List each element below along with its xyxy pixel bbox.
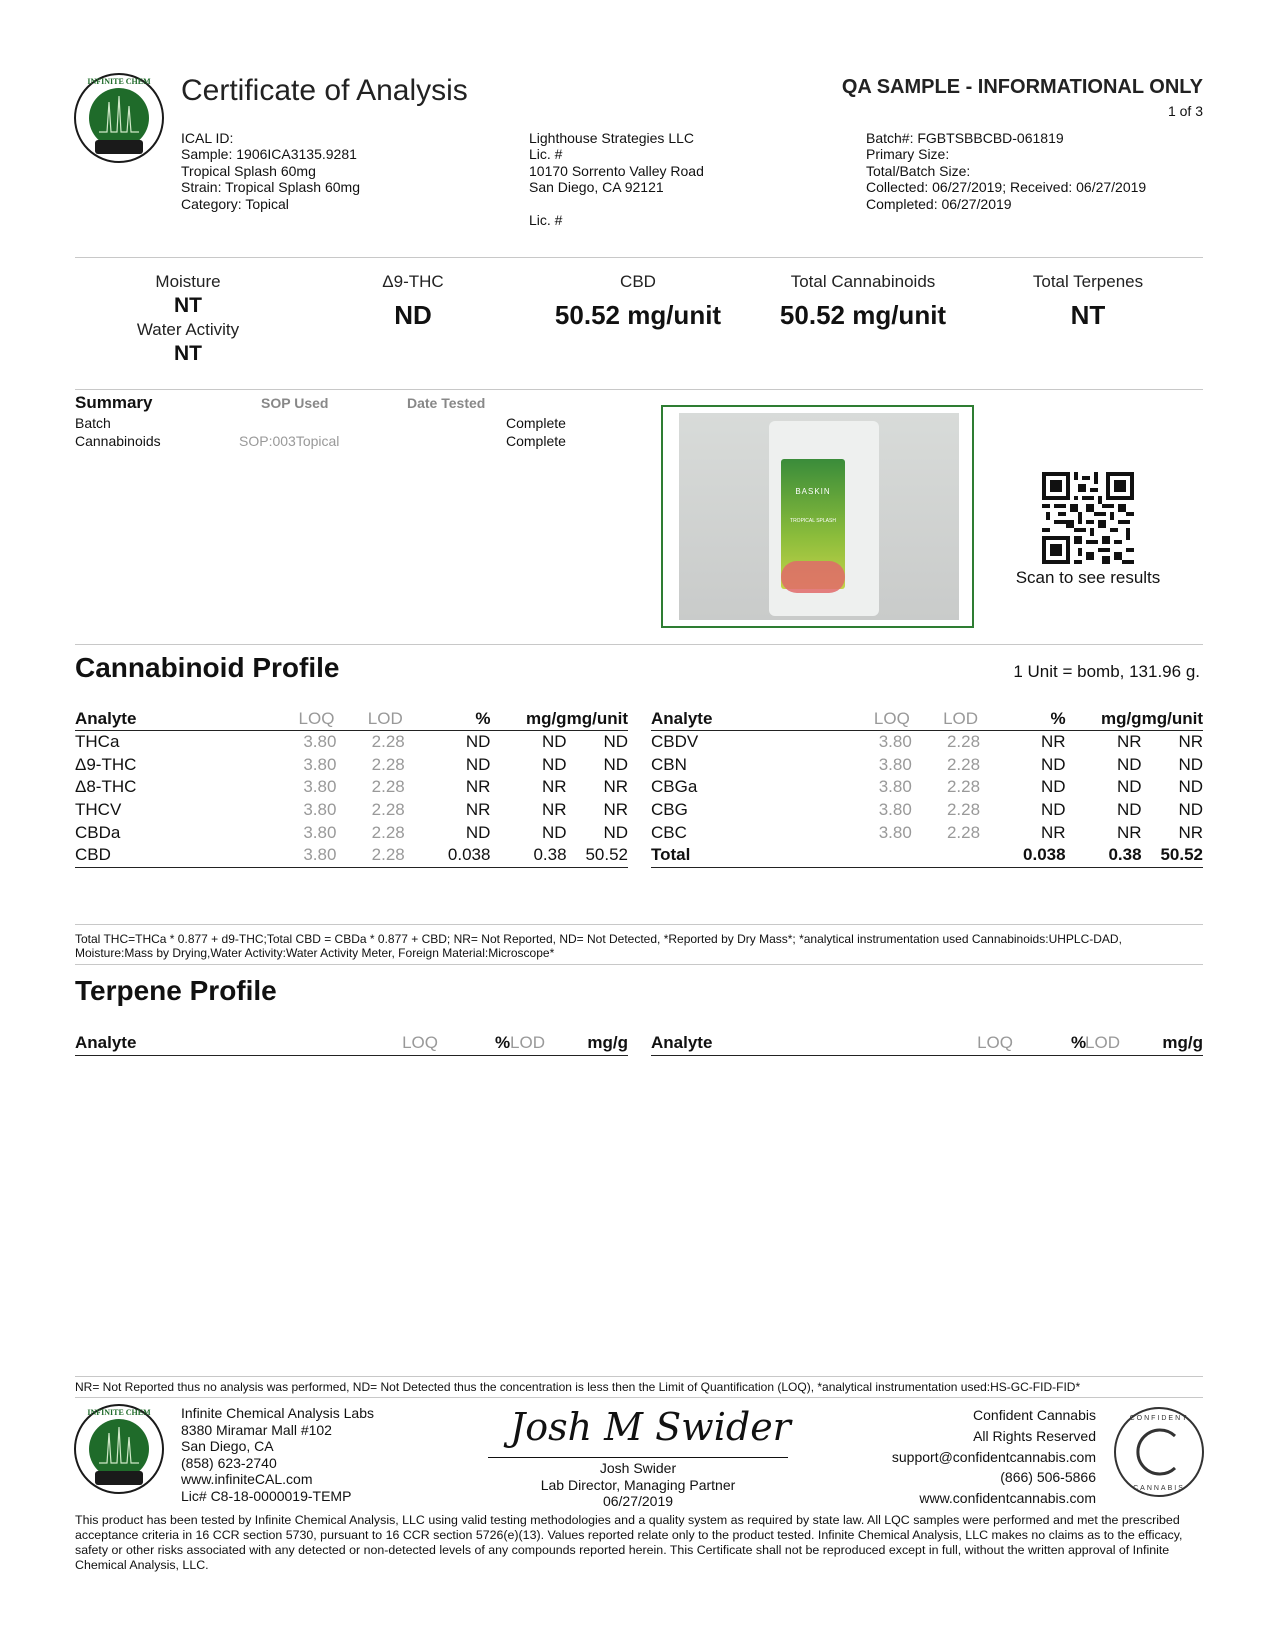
table-row: [75, 844, 628, 867]
col-lod: LOD: [912, 708, 980, 731]
signer-title: Lab Director, Managing Partner: [540, 1476, 736, 1493]
cell-mg-g: ND: [542, 732, 567, 752]
col-loq: LOQ: [796, 708, 912, 731]
col-percent: %: [1071, 1033, 1087, 1052]
cell-lod: 2.28: [371, 754, 405, 774]
completed-date: Completed: 06/27/2019: [866, 195, 1012, 212]
cell-percent: ND: [465, 732, 491, 752]
lab-logo: [73, 72, 165, 164]
table-header-row: [651, 708, 1203, 731]
cell-mg-g: ND: [542, 822, 567, 842]
batch-info: [866, 130, 1146, 212]
total-row: [651, 844, 1203, 867]
cell-loq: 3.80: [303, 800, 337, 820]
moisture-label: Moisture: [155, 272, 221, 291]
total-percent: 0.038: [980, 844, 1066, 867]
cbd-value: 50.52 mg/unit: [554, 300, 722, 330]
terpene-profile-heading: Terpene Profile: [75, 975, 277, 1006]
moisture-metric: [108, 272, 268, 366]
summary-row-sop: SOP:003Topical: [239, 433, 340, 449]
cell-loq: 3.80: [878, 754, 912, 774]
cell-lod: 2.28: [336, 844, 404, 867]
cell-lod: 2.28: [946, 754, 981, 774]
lab-phone: (858) 623-2740: [181, 1454, 277, 1471]
cell-loq: 3.80: [878, 822, 912, 842]
terpene-table-right-header: [651, 1033, 1203, 1056]
cell-mg-unit: ND: [603, 754, 628, 774]
signer-block: [488, 1460, 788, 1510]
cell-percent: NR: [465, 800, 491, 820]
summary-row-status: Complete: [506, 415, 566, 431]
cell-percent: 0.038: [405, 844, 491, 867]
cbd-metric: [533, 272, 743, 331]
cell-loq: 3.80: [878, 777, 912, 797]
table-row: [75, 776, 628, 799]
cell-lod: 2.28: [946, 800, 981, 820]
cell-analyte: THCa: [75, 732, 120, 752]
terpene-table-left-header: [75, 1033, 628, 1056]
page-number: 1 of 3: [1167, 103, 1203, 119]
confident-email[interactable]: support@confidentcannabis.com: [891, 1448, 1096, 1465]
ical-id: ICAL ID:: [181, 130, 234, 146]
cell-lod: 2.28: [946, 777, 981, 797]
cell-analyte: CBG: [651, 800, 688, 820]
batch-number: Batch#: FGBTSBBCBD-061819: [866, 130, 1064, 146]
col-lod: LOD: [336, 708, 404, 731]
primary-size: Primary Size:: [866, 146, 950, 163]
cell-percent: NR: [465, 777, 491, 797]
water-activity-label: Water Activity: [136, 320, 240, 339]
product-contents: [781, 561, 845, 593]
cell-analyte: CBDa: [75, 822, 121, 842]
confident-cannabis-logo: [1113, 1406, 1205, 1498]
cell-mg-unit: ND: [1178, 754, 1203, 774]
cell-percent: ND: [465, 822, 491, 842]
summary-heading: Summary: [75, 393, 153, 412]
table-row: [651, 776, 1203, 799]
summary-row-name: Batch: [75, 415, 111, 431]
signature-date: 06/27/2019: [602, 1493, 674, 1510]
page-title: Certificate of Analysis: [181, 74, 468, 107]
unit-note: 1 Unit = bomb, 131.96 g.: [1013, 662, 1200, 681]
sample-info: [181, 130, 360, 212]
cannabinoid-footnote: Total THC=THCa * 0.877 + d9-THC;Total CBD = CBDa * 0.877 + CBD; NR= Not Reported, ND= Not Detected, *Reported by Dry Mass*; *analytical instrumentation used Cannabinoids:UHPLC-DAD, Moisture:Mass by Drying,Water Activity:Water Activity Meter, Foreign Material:Microscope*: [75, 932, 1122, 960]
product-name: Tropical Splash 60mg: [181, 162, 316, 179]
svg-text:CANNABIS: CANNABIS: [1133, 1485, 1185, 1492]
cell-mg-unit: NR: [603, 777, 628, 797]
cell-lod: 2.28: [946, 822, 981, 842]
col-loq: LOQ: [221, 708, 337, 731]
total-cannabinoids-label: Total Cannabinoids: [790, 272, 936, 291]
cell-percent: ND: [465, 754, 491, 774]
cannabinoid-table-left: [75, 708, 628, 868]
svg-text:INFINITE CHEM: INFINITE CHEM: [87, 1408, 151, 1417]
total-mg-unit: 50.52: [1142, 844, 1203, 867]
cell-percent: NR: [1041, 822, 1066, 842]
col-mg-unit: mg/unit: [567, 708, 628, 731]
col-mg-unit: mg/unit: [1142, 708, 1203, 731]
cell-mg-unit: ND: [1178, 800, 1203, 820]
thc-label: Δ9-THC: [382, 272, 444, 291]
cell-mg-unit: 50.52: [567, 844, 628, 867]
product-brand: BASKIN: [795, 487, 831, 496]
col-analyte: Analyte: [75, 1033, 137, 1052]
cell-mg-g: NR: [542, 800, 567, 820]
cell-mg-g: ND: [542, 754, 567, 774]
thc-metric: [333, 272, 493, 331]
cell-percent: ND: [1041, 800, 1066, 820]
total-terpenes-metric: [1008, 272, 1168, 331]
strain: Strain: Tropical Splash 60mg: [181, 179, 360, 196]
cell-analyte: CBDV: [651, 732, 699, 752]
cbd-label: CBD: [620, 272, 656, 291]
summary-col-date: Date Tested: [407, 395, 486, 411]
cell-analyte: THCV: [75, 800, 122, 820]
cell-mg-unit: ND: [1178, 777, 1203, 797]
cell-mg-g: ND: [1117, 800, 1142, 820]
cell-mg-unit: NR: [1178, 732, 1203, 752]
total-loq: [796, 844, 912, 867]
col-loq: LOQ: [402, 1033, 438, 1052]
col-mg-g: mg/g: [1162, 1033, 1203, 1052]
cannabinoid-profile-heading: Cannabinoid Profile: [75, 652, 340, 683]
cell-mg-g: ND: [1117, 777, 1142, 797]
cell-lod: 2.28: [371, 822, 405, 842]
col-mg-g: mg/g: [1066, 708, 1142, 731]
cell-loq: 3.80: [303, 754, 337, 774]
qr-code[interactable]: [1042, 472, 1134, 564]
cell-analyte: Δ9-THC: [75, 754, 137, 774]
cell-mg-g: NR: [1117, 732, 1142, 752]
confident-name: Confident Cannabis: [973, 1407, 1096, 1423]
col-lod: LOD: [1085, 1033, 1120, 1052]
client-city: San Diego, CA 92121: [529, 179, 664, 196]
table-row: [651, 731, 1203, 754]
collected-date: Collected: 06/27/2019; Received: 06/27/2019: [866, 179, 1147, 196]
cell-mg-unit: ND: [603, 732, 628, 752]
cell-loq: 3.80: [878, 732, 912, 752]
sample-id: Sample: 1906ICA3135.9281: [181, 146, 357, 163]
confident-website[interactable]: www.confidentcannabis.com: [919, 1490, 1096, 1507]
col-percent: %: [495, 1033, 511, 1052]
cell-lod: 2.28: [371, 800, 405, 820]
qa-label: QA SAMPLE - INFORMATIONAL ONLY: [841, 76, 1203, 98]
summary-row-name: Cannabinoids: [75, 433, 161, 449]
cell-percent: ND: [1041, 754, 1066, 774]
signature-line: [488, 1457, 788, 1458]
total-terpenes-value: NT: [1070, 300, 1106, 330]
cell-mg-g: NR: [542, 777, 567, 797]
col-analyte: Analyte: [75, 708, 221, 731]
cell-analyte: CBD: [75, 844, 221, 867]
table-row: [651, 799, 1203, 822]
product-image-frame: [661, 405, 974, 628]
cell-percent: NR: [1041, 732, 1066, 752]
cell-analyte: CBN: [651, 754, 687, 774]
cell-loq: 3.80: [303, 732, 337, 752]
product-subname: TROPICAL SPLASH: [790, 518, 836, 524]
col-mg-g: mg/g: [490, 708, 566, 731]
cell-analyte: Δ8-THC: [75, 777, 137, 797]
total-cannabinoids-metric: [758, 272, 968, 331]
lab-contact: [181, 1405, 374, 1505]
total-batch-size: Total/Batch Size:: [866, 162, 971, 179]
cell-lod: 2.28: [946, 732, 981, 752]
cell-mg-unit: NR: [603, 800, 628, 820]
table-row: [75, 731, 628, 754]
signer-name: Josh Swider: [599, 1460, 677, 1476]
cell-mg-unit: NR: [1178, 822, 1203, 842]
lab-logo-footer: [73, 1403, 165, 1495]
water-activity-value: NT: [174, 342, 202, 365]
moisture-value: NT: [174, 294, 202, 317]
table-row: [75, 799, 628, 822]
table-row: [75, 754, 628, 777]
svg-text:INFINITE CHEM: INFINITE CHEM: [87, 77, 151, 86]
cell-loq: 3.80: [878, 800, 912, 820]
col-lod: LOD: [510, 1033, 545, 1052]
total-lod: [912, 844, 980, 867]
cell-mg-unit: ND: [603, 822, 628, 842]
summary-row: [75, 433, 595, 451]
total-terpenes-label: Total Terpenes: [1032, 272, 1144, 291]
summary-row-status: Complete: [506, 433, 566, 449]
client-name: Lighthouse Strategies LLC: [529, 130, 694, 146]
cell-loq: 3.80: [303, 777, 337, 797]
cell-lod: 2.28: [371, 777, 405, 797]
cell-mg-g: 0.38: [490, 844, 566, 867]
confident-phone: (866) 506-5866: [1000, 1469, 1096, 1486]
cell-percent: ND: [1041, 777, 1066, 797]
client-address: 10170 Sorrento Valley Road: [529, 162, 704, 179]
client-license-2: Lic. #: [529, 211, 563, 228]
qr-caption: Scan to see results: [1015, 568, 1161, 587]
product-image: [679, 413, 959, 620]
total-mg-g: 0.38: [1066, 844, 1142, 867]
total-label: Total: [651, 844, 796, 867]
lab-website[interactable]: www.infiniteCAL.com: [181, 1471, 313, 1488]
col-percent: %: [405, 708, 491, 731]
table-row: [651, 821, 1203, 844]
lab-name: Infinite Chemical Analysis Labs: [181, 1405, 374, 1421]
col-analyte: Analyte: [651, 1033, 713, 1052]
client-license: Lic. #: [529, 146, 563, 163]
table-row: [651, 754, 1203, 777]
table-row: [75, 821, 628, 844]
lab-city: San Diego, CA: [181, 1438, 274, 1455]
col-percent: %: [980, 708, 1066, 731]
cell-analyte: CBGa: [651, 777, 698, 797]
disclaimer: This product has been tested by Infinite Chemical Analysis, LLC using valid testing methodologies and a quality system as required by state law. All LQC samples were performed and met the prescribed acceptance criteria in 16 CCR section 5730, pursuant to 16 CCR section 5726(e)(13). Values reported relate only to the product tested. Infinite Chemical Analysis, LLC makes no claims as to the efficacy, safety or other risks associated with any detected or non-detected levels of any compounds reported herein. This Certificate shall not be reproduced except in full, without the written approval of Infinite Chemical Analysis, LLC.: [75, 1513, 1183, 1572]
table-header-row: [75, 708, 628, 731]
summary-col-sop: SOP Used: [261, 395, 329, 411]
cell-mg-g: NR: [1117, 822, 1142, 842]
cell-lod: 2.28: [371, 732, 405, 752]
cannabinoid-table-right: [651, 708, 1203, 868]
col-loq: LOQ: [977, 1033, 1013, 1052]
col-analyte: Analyte: [651, 708, 796, 731]
lab-license: Lic# C8-18-0000019-TEMP: [181, 1487, 352, 1504]
terpene-footnote: NR= Not Reported thus no analysis was performed, ND= Not Detected thus the concentration is less then the Limit of Quantification (LOQ), *analytical instrumentation used:HS-GC-FID-FID*: [75, 1380, 1081, 1394]
svg-text:CONFIDENT: CONFIDENT: [1129, 1415, 1189, 1422]
lab-address: 8380 Miramar Mall #102: [181, 1421, 332, 1438]
thc-value: ND: [394, 300, 432, 330]
cell-loq: 3.80: [303, 822, 337, 842]
cell-mg-g: ND: [1117, 754, 1142, 774]
confident-contact: [892, 1405, 1096, 1509]
cell-loq: 3.80: [221, 844, 337, 867]
signature: Josh M Swider: [510, 1405, 791, 1449]
category: Category: Topical: [181, 195, 289, 212]
col-mg-g: mg/g: [587, 1033, 628, 1052]
summary-row: [75, 415, 595, 433]
total-cannabinoids-value: 50.52 mg/unit: [779, 300, 947, 330]
confident-rights: All Rights Reserved: [973, 1427, 1096, 1444]
client-info: [529, 130, 704, 228]
cell-analyte: CBC: [651, 822, 687, 842]
